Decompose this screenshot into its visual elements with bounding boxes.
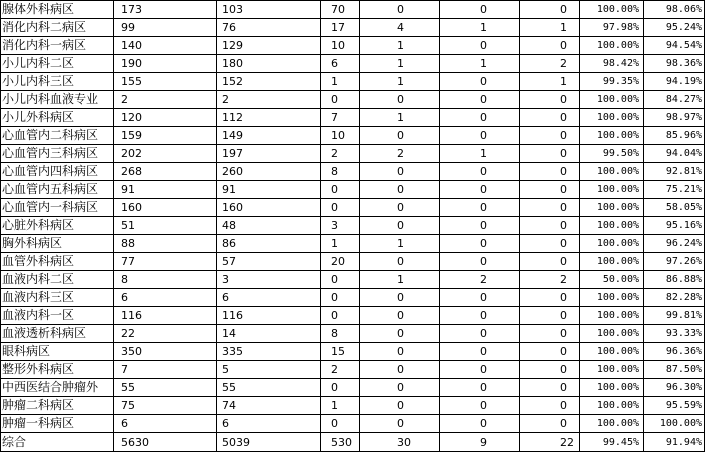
- value-cell: 155: [114, 73, 217, 91]
- value-cell: 0: [520, 163, 580, 181]
- percent-cell: 87.50%: [644, 361, 705, 379]
- table-row: [1, 289, 705, 307]
- value-cell: 335: [217, 343, 321, 361]
- value-cell: 202: [114, 145, 217, 163]
- value-cell: 0: [360, 343, 440, 361]
- value-cell: 350: [114, 343, 217, 361]
- table-row: [1, 217, 705, 235]
- department-cell: 肿瘤二科病区: [1, 397, 114, 415]
- value-cell: 2: [520, 271, 580, 289]
- value-cell: 15: [321, 343, 360, 361]
- department-cell: 腺体外科病区: [1, 1, 114, 19]
- percent-cell: 58.05%: [644, 199, 705, 217]
- value-cell: 0: [360, 1, 440, 19]
- value-cell: 197: [217, 145, 321, 163]
- percent-cell: 94.04%: [644, 145, 705, 163]
- department-cell: 小儿内科三区: [1, 73, 114, 91]
- value-cell: 0: [440, 127, 520, 145]
- value-cell: 0: [360, 199, 440, 217]
- value-cell: 6: [217, 289, 321, 307]
- table-row: [1, 253, 705, 271]
- department-cell: 心血管内四科病区: [1, 163, 114, 181]
- percent-cell: 100.00%: [580, 109, 644, 127]
- value-cell: 51: [114, 217, 217, 235]
- percent-cell: 100.00%: [580, 181, 644, 199]
- value-cell: 268: [114, 163, 217, 181]
- value-cell: 14: [217, 325, 321, 343]
- value-cell: 0: [520, 199, 580, 217]
- percent-cell: 100.00%: [580, 199, 644, 217]
- table-body: [1, 1, 705, 452]
- table-row: [1, 55, 705, 73]
- value-cell: 1: [321, 235, 360, 253]
- table-row: [1, 415, 705, 433]
- value-cell: 0: [440, 181, 520, 199]
- value-cell: 8: [114, 271, 217, 289]
- value-cell: 0: [520, 289, 580, 307]
- value-cell: 10: [321, 37, 360, 55]
- value-cell: 1: [321, 397, 360, 415]
- department-cell: 血管外科病区: [1, 253, 114, 271]
- value-cell: 0: [440, 379, 520, 397]
- value-cell: 6: [114, 415, 217, 433]
- percent-cell: 85.96%: [644, 127, 705, 145]
- value-cell: 160: [114, 199, 217, 217]
- value-cell: 0: [440, 91, 520, 109]
- value-cell: 1: [360, 235, 440, 253]
- value-cell: 0: [360, 91, 440, 109]
- table-row: [1, 199, 705, 217]
- value-cell: 0: [520, 397, 580, 415]
- value-cell: 0: [360, 397, 440, 415]
- value-cell: 103: [217, 1, 321, 19]
- value-cell: 0: [520, 379, 580, 397]
- percent-cell: 99.35%: [580, 73, 644, 91]
- table-row: [1, 127, 705, 145]
- department-cell: 小儿内科二区: [1, 55, 114, 73]
- value-cell: 3: [321, 217, 360, 235]
- value-cell: 0: [440, 73, 520, 91]
- department-cell: 心血管内五科病区: [1, 181, 114, 199]
- department-cell: 血液内科一区: [1, 307, 114, 325]
- value-cell: 2: [321, 145, 360, 163]
- percent-cell: 100.00%: [580, 253, 644, 271]
- value-cell: 0: [440, 253, 520, 271]
- value-cell: 180: [217, 55, 321, 73]
- value-cell: 0: [520, 91, 580, 109]
- value-cell: 0: [360, 127, 440, 145]
- value-cell: 0: [440, 343, 520, 361]
- value-cell: 74: [217, 397, 321, 415]
- table-row: [1, 1, 705, 19]
- value-cell: 0: [520, 235, 580, 253]
- department-cell: 心血管内二科病区: [1, 127, 114, 145]
- value-cell: 0: [440, 217, 520, 235]
- department-cell: 小儿外科病区: [1, 109, 114, 127]
- percent-cell: 99.45%: [580, 433, 644, 452]
- value-cell: 99: [114, 19, 217, 37]
- value-cell: 0: [360, 253, 440, 271]
- percent-cell: 93.33%: [644, 325, 705, 343]
- value-cell: 17: [321, 19, 360, 37]
- percent-cell: 94.19%: [644, 73, 705, 91]
- value-cell: 0: [360, 217, 440, 235]
- percent-cell: 82.28%: [644, 289, 705, 307]
- value-cell: 1: [360, 73, 440, 91]
- department-cell: 消化内科一病区: [1, 37, 114, 55]
- value-cell: 116: [114, 307, 217, 325]
- value-cell: 1: [440, 55, 520, 73]
- value-cell: 6: [217, 415, 321, 433]
- value-cell: 5630: [114, 433, 217, 452]
- value-cell: 0: [360, 307, 440, 325]
- percent-cell: 95.16%: [644, 217, 705, 235]
- value-cell: 0: [520, 37, 580, 55]
- value-cell: 30: [360, 433, 440, 452]
- department-cell: 胸外科病区: [1, 235, 114, 253]
- percent-cell: 98.36%: [644, 55, 705, 73]
- value-cell: 0: [440, 235, 520, 253]
- value-cell: 76: [217, 19, 321, 37]
- value-cell: 7: [321, 109, 360, 127]
- value-cell: 0: [360, 289, 440, 307]
- table-row: [1, 361, 705, 379]
- value-cell: 0: [360, 415, 440, 433]
- table-row: [1, 397, 705, 415]
- value-cell: 5: [217, 361, 321, 379]
- value-cell: 9: [440, 433, 520, 452]
- value-cell: 0: [321, 271, 360, 289]
- percent-cell: 97.26%: [644, 253, 705, 271]
- percent-cell: 100.00%: [580, 37, 644, 55]
- value-cell: 0: [360, 361, 440, 379]
- value-cell: 0: [520, 1, 580, 19]
- percent-cell: 100.00%: [580, 1, 644, 19]
- value-cell: 1: [321, 73, 360, 91]
- percent-cell: 97.98%: [580, 19, 644, 37]
- value-cell: 0: [440, 199, 520, 217]
- value-cell: 0: [440, 289, 520, 307]
- value-cell: 0: [321, 181, 360, 199]
- value-cell: 0: [321, 289, 360, 307]
- table-row: [1, 307, 705, 325]
- value-cell: 7: [114, 361, 217, 379]
- percent-cell: 86.88%: [644, 271, 705, 289]
- percent-cell: 100.00%: [580, 127, 644, 145]
- value-cell: 77: [114, 253, 217, 271]
- value-cell: 0: [440, 307, 520, 325]
- value-cell: 129: [217, 37, 321, 55]
- value-cell: 0: [520, 253, 580, 271]
- percent-cell: 98.42%: [580, 55, 644, 73]
- table-row: [1, 235, 705, 253]
- value-cell: 2: [440, 271, 520, 289]
- value-cell: 1: [360, 271, 440, 289]
- value-cell: 0: [440, 1, 520, 19]
- value-cell: 0: [520, 325, 580, 343]
- percent-cell: 99.81%: [644, 307, 705, 325]
- table-row: [1, 325, 705, 343]
- value-cell: 1: [360, 55, 440, 73]
- value-cell: 173: [114, 1, 217, 19]
- value-cell: 0: [360, 163, 440, 181]
- value-cell: 159: [114, 127, 217, 145]
- value-cell: 0: [520, 217, 580, 235]
- table-row: [1, 145, 705, 163]
- value-cell: 20: [321, 253, 360, 271]
- value-cell: 55: [114, 379, 217, 397]
- value-cell: 0: [321, 91, 360, 109]
- value-cell: 140: [114, 37, 217, 55]
- department-cell: 肿瘤一科病区: [1, 415, 114, 433]
- value-cell: 190: [114, 55, 217, 73]
- value-cell: 8: [321, 163, 360, 181]
- value-cell: 5039: [217, 433, 321, 452]
- value-cell: 6: [321, 55, 360, 73]
- percent-cell: 96.30%: [644, 379, 705, 397]
- percent-cell: 100.00%: [580, 235, 644, 253]
- value-cell: 70: [321, 1, 360, 19]
- percent-cell: 100.00%: [580, 361, 644, 379]
- value-cell: 1: [520, 19, 580, 37]
- value-cell: 149: [217, 127, 321, 145]
- table-row: [1, 163, 705, 181]
- value-cell: 48: [217, 217, 321, 235]
- percent-cell: 100.00%: [580, 325, 644, 343]
- table-row: [1, 73, 705, 91]
- value-cell: 57: [217, 253, 321, 271]
- value-cell: 2: [217, 91, 321, 109]
- value-cell: 2: [321, 361, 360, 379]
- value-cell: 0: [360, 181, 440, 199]
- value-cell: 0: [321, 415, 360, 433]
- percent-cell: 100.00%: [580, 379, 644, 397]
- value-cell: 0: [321, 307, 360, 325]
- percent-cell: 100.00%: [580, 307, 644, 325]
- value-cell: 86: [217, 235, 321, 253]
- department-cell: 中西医结合肿瘤外: [1, 379, 114, 397]
- percent-cell: 100.00%: [580, 343, 644, 361]
- percent-cell: 92.81%: [644, 163, 705, 181]
- percent-cell: 100.00%: [580, 397, 644, 415]
- percent-cell: 100.00%: [580, 91, 644, 109]
- percent-cell: 96.36%: [644, 343, 705, 361]
- percent-cell: 75.21%: [644, 181, 705, 199]
- table-row: [1, 19, 705, 37]
- percent-cell: 95.24%: [644, 19, 705, 37]
- value-cell: 91: [217, 181, 321, 199]
- department-cell: 血液透析科病区: [1, 325, 114, 343]
- department-cell: 整形外科病区: [1, 361, 114, 379]
- value-cell: 1: [360, 37, 440, 55]
- value-cell: 2: [114, 91, 217, 109]
- value-cell: 91: [114, 181, 217, 199]
- percent-cell: 94.54%: [644, 37, 705, 55]
- table-row: [1, 109, 705, 127]
- value-cell: 0: [440, 163, 520, 181]
- table-total-row: [1, 433, 705, 452]
- value-cell: 116: [217, 307, 321, 325]
- value-cell: 0: [440, 37, 520, 55]
- value-cell: 0: [520, 307, 580, 325]
- value-cell: 10: [321, 127, 360, 145]
- value-cell: 2: [360, 145, 440, 163]
- percent-cell: 95.59%: [644, 397, 705, 415]
- percent-cell: 98.06%: [644, 1, 705, 19]
- department-cell: 眼科病区: [1, 343, 114, 361]
- value-cell: 260: [217, 163, 321, 181]
- value-cell: 6: [114, 289, 217, 307]
- table-row: [1, 379, 705, 397]
- value-cell: 1: [360, 109, 440, 127]
- table-row: [1, 181, 705, 199]
- percent-cell: 100.00%: [580, 217, 644, 235]
- department-cell: 心血管内一科病区: [1, 199, 114, 217]
- value-cell: 0: [440, 361, 520, 379]
- value-cell: 75: [114, 397, 217, 415]
- value-cell: 0: [360, 325, 440, 343]
- table-row: [1, 37, 705, 55]
- value-cell: 4: [360, 19, 440, 37]
- percent-cell: 99.50%: [580, 145, 644, 163]
- value-cell: 530: [321, 433, 360, 452]
- percent-cell: 100.00%: [644, 415, 705, 433]
- value-cell: 8: [321, 325, 360, 343]
- value-cell: 55: [217, 379, 321, 397]
- value-cell: 1: [440, 145, 520, 163]
- value-cell: 160: [217, 199, 321, 217]
- percent-cell: 50.00%: [580, 271, 644, 289]
- value-cell: 0: [321, 199, 360, 217]
- value-cell: 1: [520, 73, 580, 91]
- department-cell: 综合: [1, 433, 114, 452]
- table-row: [1, 271, 705, 289]
- table-row: [1, 343, 705, 361]
- value-cell: 0: [520, 415, 580, 433]
- value-cell: 0: [440, 415, 520, 433]
- value-cell: 88: [114, 235, 217, 253]
- value-cell: 0: [520, 361, 580, 379]
- value-cell: 0: [360, 379, 440, 397]
- value-cell: 22: [114, 325, 217, 343]
- value-cell: 0: [520, 181, 580, 199]
- value-cell: 0: [321, 379, 360, 397]
- department-cell: 小儿内科血液专业: [1, 91, 114, 109]
- percent-cell: 100.00%: [580, 289, 644, 307]
- value-cell: 2: [520, 55, 580, 73]
- value-cell: 152: [217, 73, 321, 91]
- value-cell: 22: [520, 433, 580, 452]
- value-cell: 112: [217, 109, 321, 127]
- department-cell: 心血管内三科病区: [1, 145, 114, 163]
- value-cell: 120: [114, 109, 217, 127]
- value-cell: 0: [440, 109, 520, 127]
- percent-cell: 84.27%: [644, 91, 705, 109]
- percent-cell: 96.24%: [644, 235, 705, 253]
- department-cell: 血液内科三区: [1, 289, 114, 307]
- percent-cell: 98.97%: [644, 109, 705, 127]
- value-cell: 1: [440, 19, 520, 37]
- value-cell: 0: [440, 397, 520, 415]
- value-cell: 3: [217, 271, 321, 289]
- value-cell: 0: [520, 145, 580, 163]
- value-cell: 0: [520, 127, 580, 145]
- value-cell: 0: [520, 343, 580, 361]
- value-cell: 0: [440, 325, 520, 343]
- percent-cell: 100.00%: [580, 163, 644, 181]
- value-cell: 0: [520, 109, 580, 127]
- department-cell: 血液内科二区: [1, 271, 114, 289]
- department-cell: 心脏外科病区: [1, 217, 114, 235]
- percent-cell: 91.94%: [644, 433, 705, 452]
- department-cell: 消化内科二病区: [1, 19, 114, 37]
- percent-cell: 100.00%: [580, 415, 644, 433]
- table-row: [1, 91, 705, 109]
